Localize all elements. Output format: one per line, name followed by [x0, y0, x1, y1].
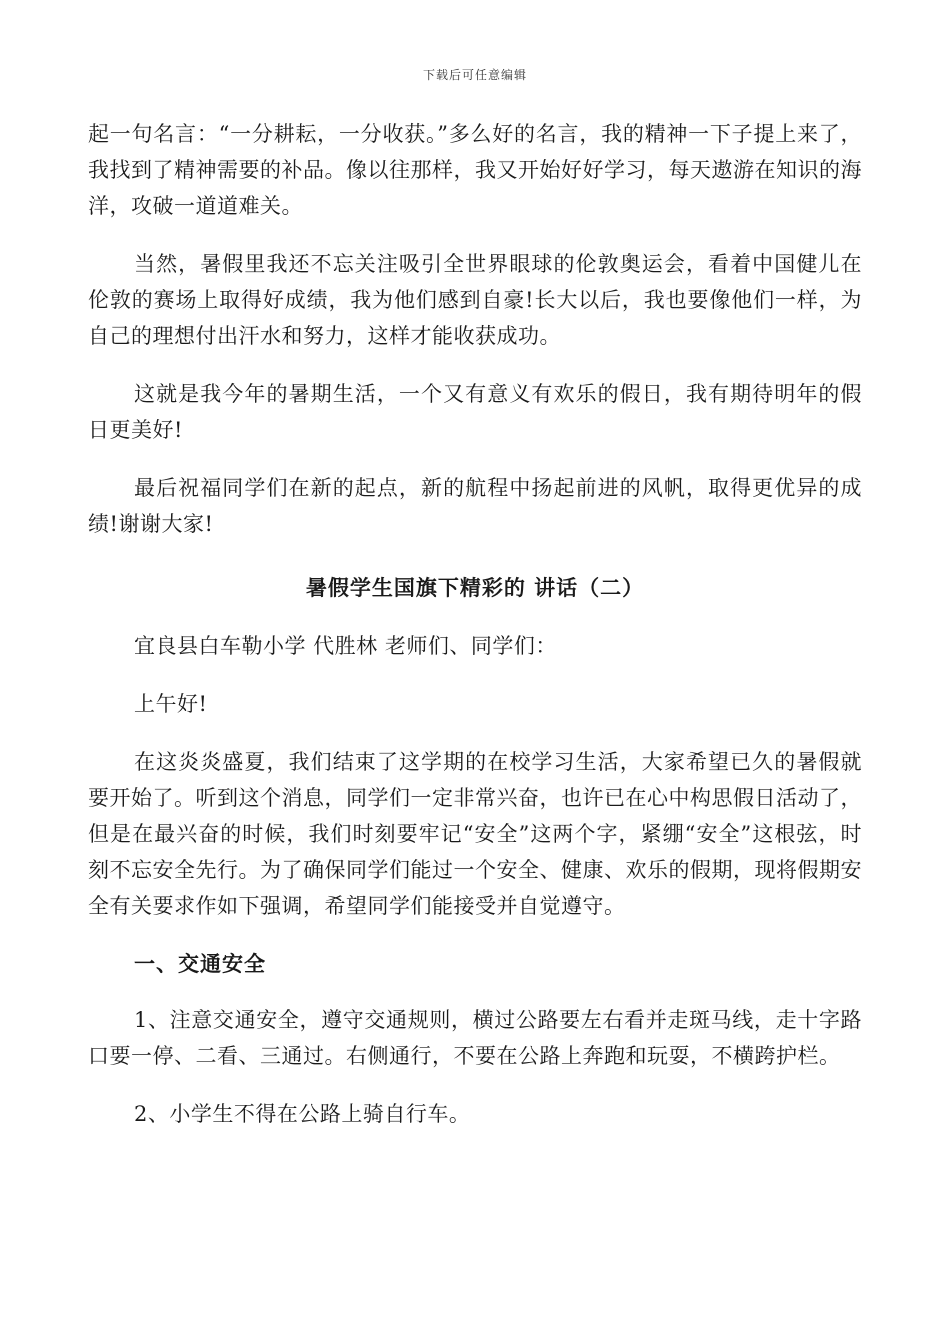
paragraph-traffic-rule-2: 2、小学生不得在公路上骑自行车。: [134, 1102, 471, 1126]
paragraph-introduction: 在这炎炎盛夏，我们结束了这学期的在校学习生活，大家希望已久的暑假就要开始了。听到这个消息，同学们一定非常兴奋，也许已在心中构思假日活动了，但是在最兴奋的时候，我们时刻要牢记“安全”这两个字，紧绷“安全”这根弦，时刻不忘安全先行。为了确保同学们能过一个安全、健康、欢乐的假期，现将假期安全有关要求作如下强调，希望同学们能接受并自觉遵守。: [88, 750, 862, 918]
paragraph-olympics: 当然，暑假里我还不忘关注吸引全世界眼球的伦敦奥运会，看着中国健儿在伦敦的赛场上取得好成绩，我为他们感到自豪!长大以后，我也要像他们一样，为自己的理想付出汗水和努力，这样才能收获成功。: [88, 252, 862, 348]
document-body: [88, 116, 862, 1154]
speech-title: 暑假学生国旗下精彩的 讲话（二）: [305, 576, 645, 600]
paragraph-speaker: 宜良县白车勒小学 代胜林 老师们、同学们：: [134, 634, 557, 658]
paragraph-blessing: 最后祝福同学们在新的起点，新的航程中扬起前进的风帆，取得更优异的成绩!谢谢大家!: [88, 476, 862, 536]
paragraph-quote-continuation: 起一句名言：“一分耕耘，一分收获。”多么好的名言，我的精神一下子提上来了，我找到了精神需要的补品。像以往那样，我又开始好好学习，每天遨游在知识的海洋，攻破一道道难关。: [88, 122, 862, 218]
paragraph-traffic-rule-1: 1、注意交通安全，遵守交通规则，横过公路要左右看并走斑马线，走十字路口要一停、二看、三通过。右侧通行，不要在公路上奔跑和玩耍，不横跨护栏。: [88, 1008, 862, 1068]
paragraph-greeting: 上午好!: [134, 692, 208, 716]
page-header-note: 下载后可任意编辑: [422, 68, 527, 82]
section-heading-traffic: 一、交通安全: [134, 952, 266, 976]
paragraph-summer-life: 这就是我今年的暑期生活，一个又有意义有欢乐的假日，我有期待明年的假日更美好!: [88, 382, 862, 442]
